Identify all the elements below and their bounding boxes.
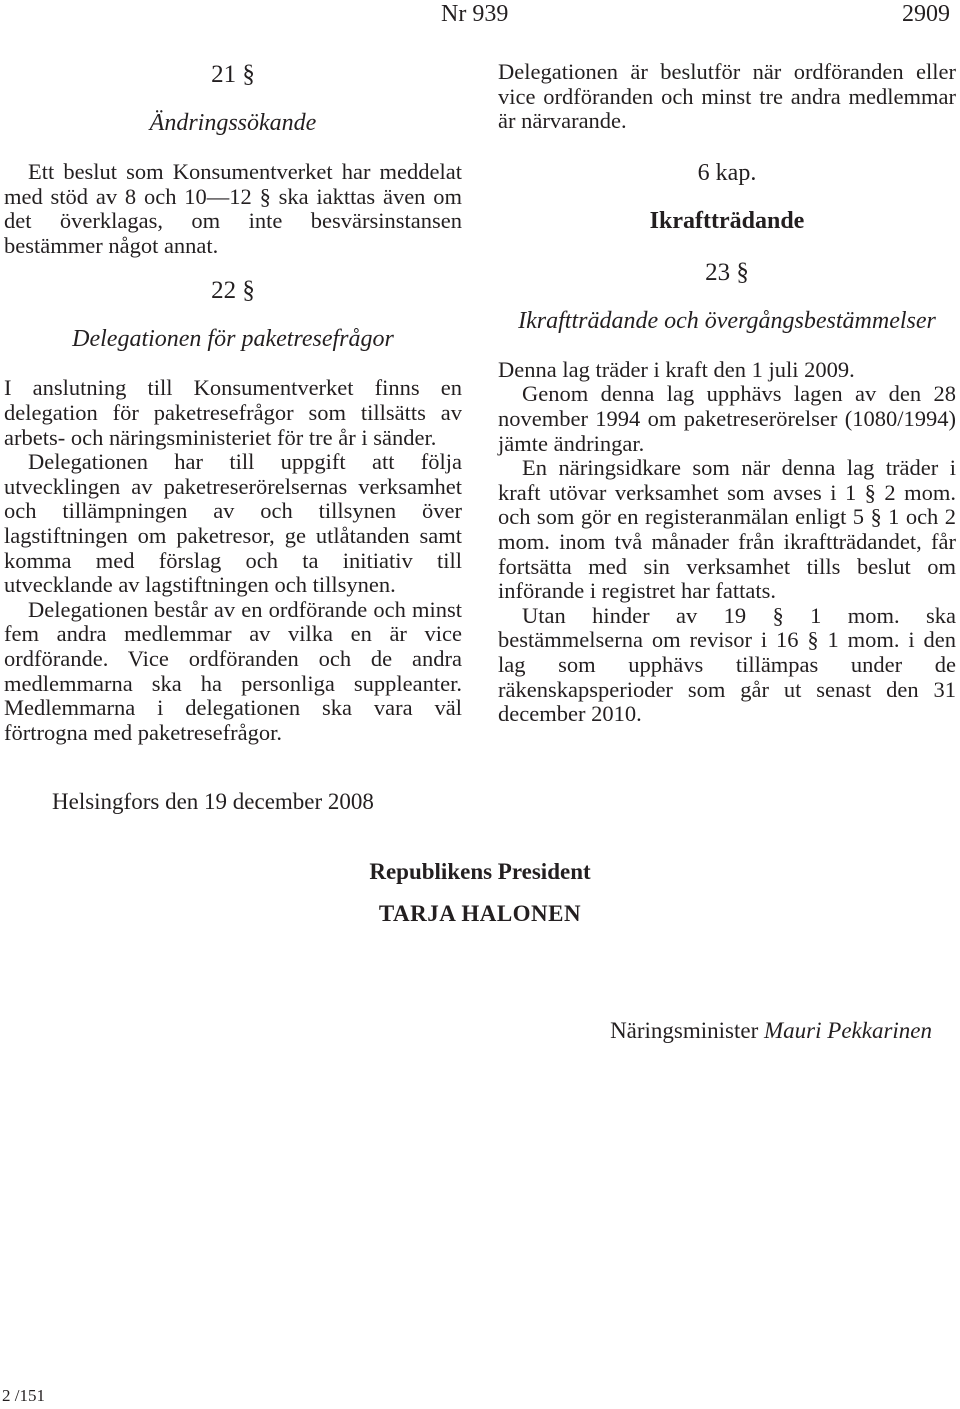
- section-21-heading: [4, 60, 462, 138]
- chapter-title: Ikraftträdande: [649, 207, 805, 234]
- section-22-paragraph-1: I anslutning till Konsumentverket finns en delegation för paketresefrågor som tillsätts av arbets- och näringsministeriet för tre år i sänder.: [4, 375, 462, 450]
- section-23-paragraph-1: Denna lag träder i kraft den 1 juli 2009.: [498, 356, 855, 382]
- minister-title: Näringsminister: [610, 1018, 759, 1043]
- section-22-paragraph-3: Delegationen består av en ordförande och minst fem andra medlemmar av vilka en är vice ordförande. Vice ordföranden och de andra medlemmarna ska ha personliga suppleanter. Medlemmarna i delegationen ska vara väl förtrogna med paketresefrågor.: [4, 596, 462, 745]
- section-22-number: 22 §: [211, 277, 255, 305]
- section-21-paragraph: Ett beslut som Konsumentverket har meddelat med stöd av 8 och 10—12 § ska iakttas även om det överklagas, om inte besvärsinstansen bestämmer något annat.: [4, 159, 462, 258]
- place-date: Helsingfors den 19 december 2008: [52, 789, 374, 814]
- section-21-title: Ändringssökande: [149, 110, 317, 136]
- footer-page-ref: 2 /151: [2, 1386, 45, 1405]
- president-title: Republikens President: [369, 859, 591, 884]
- president-name: TARJA HALONEN: [378, 901, 582, 926]
- page-number: 2909: [902, 1, 950, 27]
- left-column: [4, 60, 462, 745]
- quorum-paragraph: Delegationen är beslutför när ordföranden eller vice ordföranden och minst tre andra medlemmar är närvarande.: [498, 59, 956, 134]
- section-23-paragraph-4: Utan hinder av 19 § 1 mom. ska bestämmelserna om revisor i 16 § 1 mom. i den lag som upphävs tillämpas under de räkenskapsperioder som går ut senast den 31 december 2010.: [498, 602, 956, 727]
- section-23-heading: [498, 258, 956, 336]
- chapter-heading: [498, 158, 956, 236]
- section-22-heading: [4, 276, 462, 354]
- section-23-number: 23 §: [705, 258, 749, 286]
- section-21-number: 21 §: [211, 61, 255, 88]
- minister-signature: [610, 1017, 932, 1045]
- document-number: Nr 939: [441, 1, 509, 27]
- minister-name: Mauri Pekkarinen: [764, 1018, 932, 1043]
- section-23-title: Ikraftträdande och övergångsbestämmelser: [518, 307, 936, 334]
- section-22-paragraph-2: Delegationen har till uppgift att följa utvecklingen av paketreserörelsernas verksamhet och tillämpningen av och tillsynen över lagstiftningen om paketresor, ge utlåtanden samt komma med förslag och ta initiativ till utvecklande av lagstiftningen och tillsynen.: [4, 449, 462, 598]
- section-23-paragraph-3: En näringsidkare som när denna lag träder i kraft utövar verksamhet som avses i 1 § 2 mom. och som gör en registeranmälan enligt 5 § 1 och 2 mom. inom två månader från ikraftträdandet, får fortsätta med sin verksamhet tills beslut om införande i registret har fattats.: [498, 455, 956, 604]
- right-column: [498, 60, 956, 727]
- section-23-paragraph-2: Genom denna lag upphävs lagen av den 28 november 1994 om paketreserörelser (1080/1994) jämte ändringar.: [498, 381, 956, 456]
- section-22-title: Delegationen för paketresefrågor: [72, 326, 394, 353]
- chapter-number: 6 kap.: [697, 159, 757, 186]
